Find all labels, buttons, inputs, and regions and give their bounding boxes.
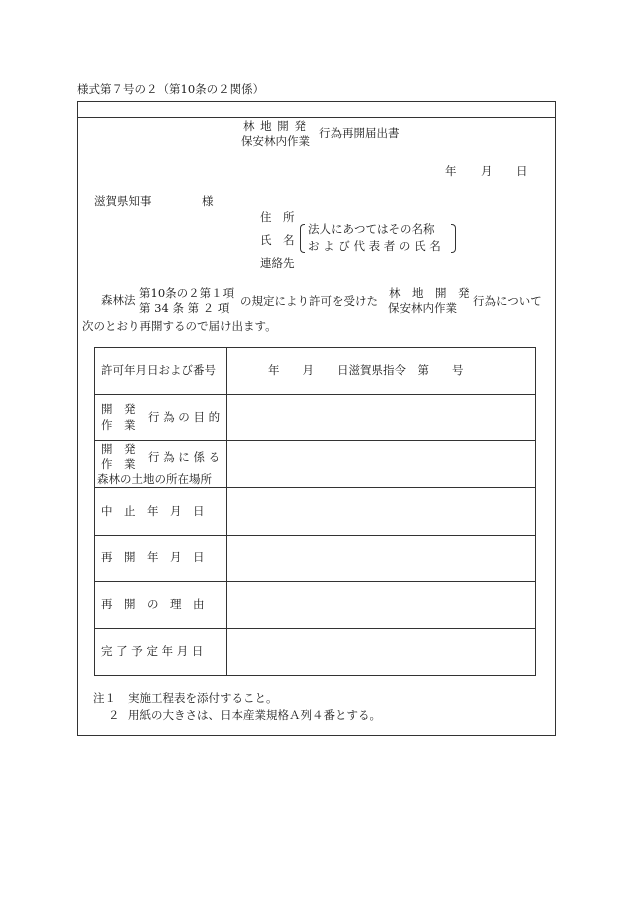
- form-frame-divider: [77, 117, 556, 118]
- table-row-divider: [94, 487, 536, 488]
- note-line2: お よ び 代 表 者 の 氏 名: [308, 239, 441, 253]
- table-row-divider: [94, 628, 536, 629]
- title-line1: 林 地 開 発: [243, 119, 307, 133]
- body-end: 行為について: [473, 294, 542, 308]
- name-label: 氏 名: [260, 233, 295, 247]
- purpose-label-a1: 開 発: [101, 402, 136, 416]
- addressee-name: 滋賀県知事: [94, 194, 152, 208]
- table-row-divider: [94, 394, 536, 395]
- purpose-label-b: 行 為 の 目 的: [148, 410, 221, 424]
- body-article2: 第 34 条 第 ２ 項: [139, 301, 230, 315]
- form-id: 様式第７号の２（第10条の２関係）: [77, 82, 265, 96]
- body-act1: 林 地 開 発: [389, 286, 470, 300]
- note-line1: 法人にあつてはその名称: [308, 222, 435, 236]
- location-label-a1: 開 発: [101, 442, 136, 456]
- table-column-divider: [226, 347, 227, 676]
- location-label-a2: 作 業: [101, 457, 136, 471]
- body-article1: 第10条の２第１項: [139, 286, 235, 300]
- permit-label: 許可年月日および番号: [101, 363, 216, 377]
- note2-text: 用紙の大きさは、日本産業規格Ａ列４番とする。: [128, 708, 381, 722]
- note1-num: 注１: [93, 691, 116, 705]
- date-year-label: 年: [445, 164, 457, 178]
- resumption-reason-label: 再 開 の 理 由: [101, 597, 205, 611]
- note-close-bracket: [451, 224, 456, 253]
- table-row-divider: [94, 535, 536, 536]
- suspension-date-label: 中 止 年 月 日: [101, 504, 205, 518]
- body-law: 森林法: [101, 293, 136, 307]
- resumption-date-label: 再 開 年 月 日: [101, 550, 205, 564]
- permit-value: 年 月 日滋賀県指令 第 号: [268, 363, 464, 377]
- contact-label: 連絡先: [260, 256, 295, 270]
- date-day-label: 日: [516, 164, 528, 178]
- table-row-divider: [94, 581, 536, 582]
- table-row-divider: [94, 440, 536, 441]
- address-label: 住 所: [260, 210, 295, 224]
- note2-num: ２: [108, 708, 120, 722]
- note-open-bracket: [300, 224, 305, 253]
- body-middle: の規定により許可を受けた: [240, 294, 378, 308]
- completion-date-label: 完 了 予 定 年 月 日: [101, 644, 204, 658]
- note1-text: 実施工程表を添付すること。: [128, 691, 278, 705]
- purpose-label-a2: 作 業: [101, 418, 136, 432]
- location-label-c: 森林の土地の所在場所: [97, 472, 212, 486]
- body-act2: 保安林内作業: [388, 301, 457, 315]
- addressee-honorific: 様: [202, 194, 214, 208]
- date-month-label: 月: [481, 164, 493, 178]
- body-line2: 次のとおり再開するので届け出ます。: [82, 319, 277, 333]
- title-line2: 保安林内作業: [241, 134, 310, 148]
- location-label-b: 行 為 に 係 る: [148, 450, 221, 464]
- page-title: 行為再開届出書: [319, 126, 400, 140]
